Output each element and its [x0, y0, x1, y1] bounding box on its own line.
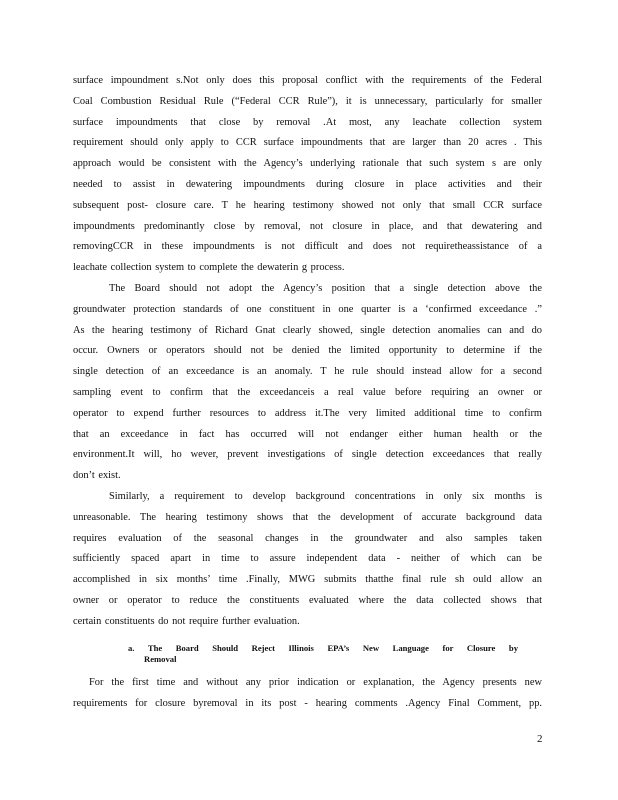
body-text: [73, 71, 542, 633]
text-line: occur. Owners or operators should not be denied the limited opportunity to determine if the: [73, 345, 542, 357]
text-line: subsequent post- closure care. T he hearing testimony showed not only that small CCR surface: [73, 199, 542, 211]
text-line: requirements for closure byremoval in its post - hearing comments .Agency Final Comment, pp.: [73, 697, 542, 709]
text-line: groundwater protection standards of one constituent in one quarter is a ‘confirmed exceedance .”: [73, 303, 542, 315]
text-line: Coal Combustion Residual Rule (“Federal CCR Rule”), it is unnecessary, particularly for smaller: [73, 95, 542, 107]
section-heading-line: a. The Board Should Reject Illinois EPA’s New Language for Closure by: [128, 643, 518, 653]
paragraph-leachate: [73, 71, 542, 279]
text-line: owner or operator to reduce the constituents evaluated where the data collected shows that: [73, 594, 542, 606]
text-line: operator to expend further resources to address it.The very limited additional time to confirm: [73, 407, 542, 419]
text-line: requirement should only apply to CCR surface impoundments that are larger than 20 acres . This: [73, 137, 542, 149]
section-heading: [128, 643, 518, 665]
text-line: For the first time and without any prior indication or explanation, the Agency presents new: [89, 677, 542, 688]
text-line: removingCCR in these impoundments is not difficult and does not requiretheassistance of a: [73, 241, 542, 253]
text-line: As the hearing testimony of Richard Gnat clearly showed, single detection anomalies can and do: [73, 324, 542, 336]
text-line: don’t exist.: [73, 470, 121, 482]
text-line: sufficiently spaced apart in time to assure independent data - neither of which can be: [73, 553, 542, 565]
text-line: surface impoundment s.Not only does this proposal conflict with the requirements of the Federal: [73, 75, 542, 86]
text-line: The Board should not adopt the Agency’s position that a single detection above the: [109, 282, 542, 294]
page-number: 2: [537, 733, 543, 745]
paragraph-exceedance: [73, 279, 542, 487]
text-line: leachate collection system to complete the dewaterin g process.: [73, 262, 345, 274]
text-line: surface impoundments that close by removal .At most, any leachate collection system: [73, 116, 542, 128]
text-line: that an exceedance in fact has occurred will not endanger either human health or the: [73, 428, 542, 440]
text-line: needed to assist in dewatering impoundments during closure in place activities and their: [73, 178, 542, 190]
paragraph-closure: [73, 673, 542, 715]
text-line: impoundments predominantly close by removal, not closure in place, and that dewatering and: [73, 220, 542, 232]
text-line: approach would be consistent with the Agency’s underlying rationale that such system s are only: [73, 158, 542, 170]
section-heading-line: Removal: [144, 654, 177, 664]
text-line: requires evaluation of the seasonal changes in the groundwater and also samples taken: [73, 532, 542, 544]
text-line: single detection of an exceedance is an anomaly. T he rule should instead allow for a second: [73, 366, 542, 378]
text-line: sampling event to confirm that the exceedanceis a real value before requiring an owner or: [73, 386, 542, 398]
text-line: accomplished in six months’ time .Finally, MWG submits thatthe final rule sh ould allow an: [73, 574, 542, 586]
paragraph-background: [73, 487, 542, 633]
text-line: environment.It will, ho wever, prevent investigations of single detection exceedances that really: [73, 449, 542, 461]
text-line: certain constituents do not require further evaluation.: [73, 615, 300, 627]
text-line: unreasonable. The hearing testimony shows that the development of accurate background data: [73, 511, 542, 523]
text-line: Similarly, a requirement to develop background concentrations in only six months is: [109, 490, 542, 502]
